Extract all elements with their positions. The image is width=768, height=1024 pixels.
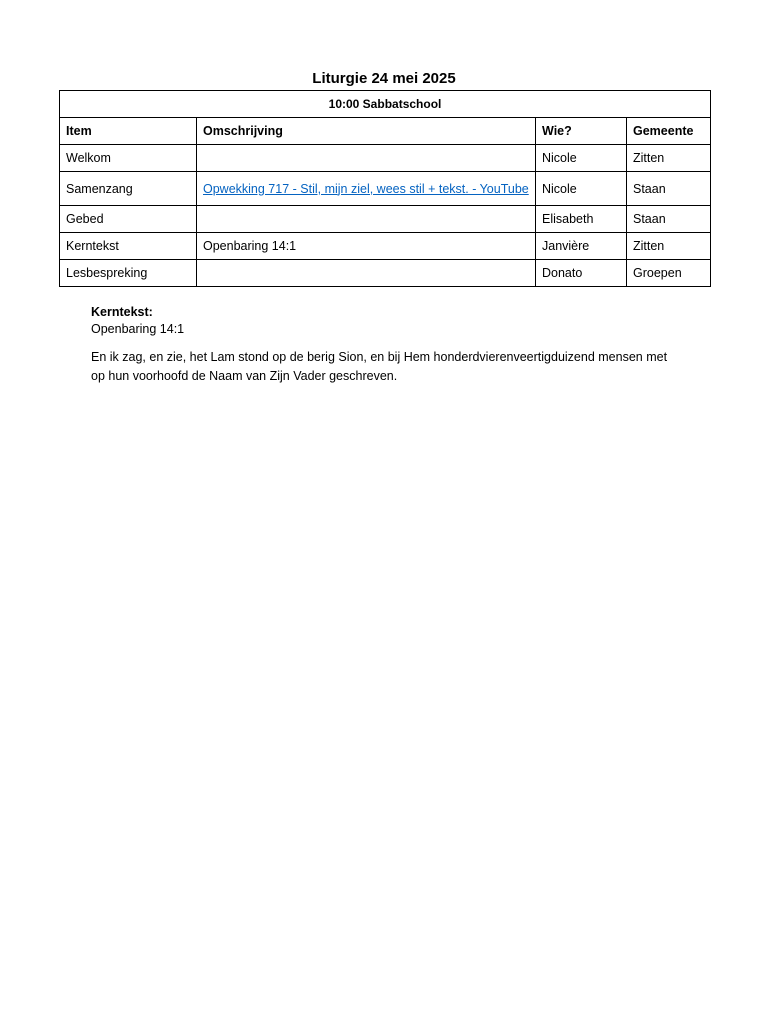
column-header-item: Item [60,118,197,145]
column-header-description: Omschrijving [197,118,536,145]
table-row [60,172,711,206]
table-row [60,206,711,233]
table-row [60,233,711,260]
song-youtube-link[interactable]: Opwekking 717 - Stil, mijn ziel, wees stil + tekst. - YouTube [203,181,529,196]
cell-who: Donato [536,260,627,287]
cell-item: Samenzang [60,172,197,206]
cell-item: Gebed [60,206,197,233]
cell-description [197,260,536,287]
cell-description [197,145,536,172]
cell-who: Nicole [536,145,627,172]
session-header: 10:00 Sabbatschool [60,91,711,118]
cell-congregation: Staan [627,206,711,233]
cell-item: Lesbespreking [60,260,197,287]
cell-description: Openbaring 14:1 [197,233,536,260]
kerntekst-heading: Kerntekst: [91,305,153,319]
kerntekst-section [91,304,681,386]
cell-description [197,172,536,206]
table-row [60,145,711,172]
document-title: Liturgie 24 mei 2025 [312,70,456,87]
cell-item: Welkom [60,145,197,172]
kerntekst-verse: En ik zag, en zie, het Lam stond op de berig Sion, en bij Hem honderdvierenveertigduizend mensen met op hun voorhoofd de Naam van Zijn Vader geschreven. [91,350,668,383]
cell-congregation: Staan [627,172,711,206]
cell-description [197,206,536,233]
cell-congregation: Zitten [627,233,711,260]
table-row [60,260,711,287]
cell-congregation: Groepen [627,260,711,287]
column-header-who: Wie? [536,118,627,145]
cell-who: Elisabeth [536,206,627,233]
cell-congregation: Zitten [627,145,711,172]
cell-item: Kerntekst [60,233,197,260]
cell-who: Janvière [536,233,627,260]
liturgy-table [59,90,711,287]
column-header-congregation: Gemeente [627,118,711,145]
cell-who: Nicole [536,172,627,206]
kerntekst-reference: Openbaring 14:1 [91,322,185,336]
